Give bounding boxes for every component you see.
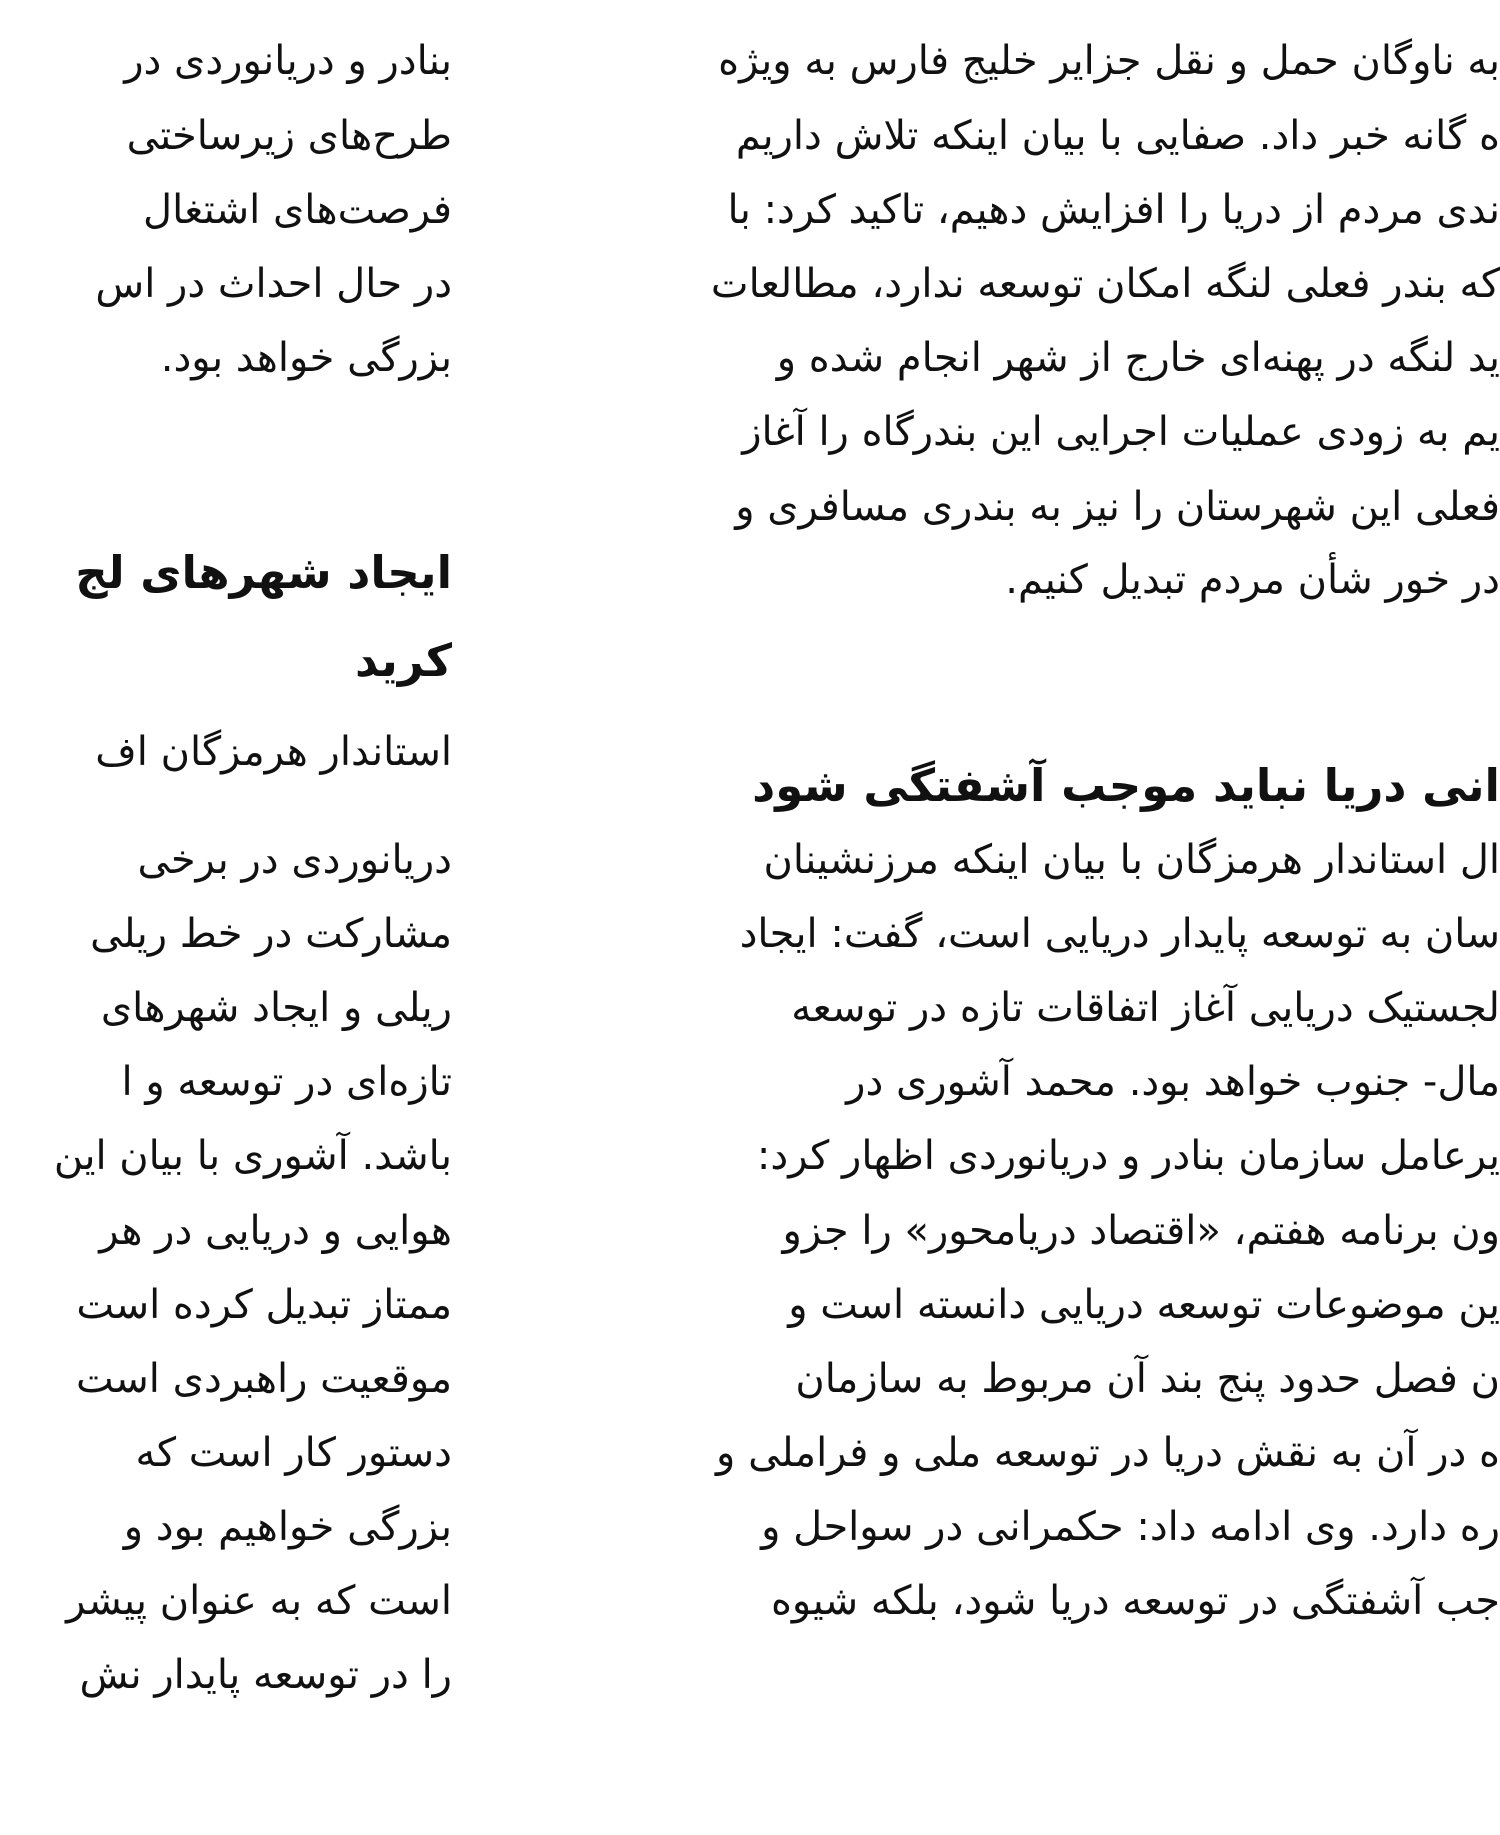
- left-line-8: استاندار هرمزگان اف: [95, 729, 452, 775]
- right-column: [548, 0, 1500, 1835]
- right-line-3: ندی مردم از دریا را افزایش دهیم، تاکید کرد: با: [727, 187, 1500, 233]
- right-line-19: ره دارد. وی ادامه داد: حکمرانی در سواحل و: [761, 1504, 1500, 1550]
- section-heading-logistics-2: کرید: [354, 634, 452, 687]
- left-column: [0, 0, 452, 1835]
- right-line-1: به ناوگان حمل و نقل جزایر خلیج فارس به ویژه: [718, 38, 1500, 84]
- left-line-3: فرصت‌های اشتغال: [143, 187, 452, 233]
- right-line-7: فعلی این شهرستان را نیز به بندری مسافری و: [735, 484, 1500, 530]
- right-line-20: جب آشفتگی در توسعه دریا شود، بلکه شیوه: [770, 1578, 1500, 1624]
- right-line-13: مال- جنوب خواهد بود. محمد آشوری در: [846, 1059, 1500, 1105]
- left-line-17: دستور کار است که: [135, 1430, 452, 1476]
- right-line-18: ه در آن به نقش دریا در توسعه ملی و فراملی و: [716, 1430, 1500, 1476]
- right-line-12: لجستیک دریایی آغاز اتفاقات تازه در توسعه: [791, 985, 1500, 1031]
- left-line-19: است که به عنوان پیشر: [66, 1578, 452, 1624]
- left-line-18: بزرگی خواهیم بود و: [123, 1504, 452, 1550]
- section-heading-logistics-1: ایجاد شهرهای لج: [75, 546, 452, 599]
- left-line-5: بزرگی خواهد بود.: [160, 335, 452, 381]
- right-line-5: ید لنگه در پهنه‌ای خارج از شهر انجام شده و: [776, 335, 1500, 381]
- left-line-13: باشد. آشوری با بیان این: [53, 1133, 452, 1179]
- left-line-9: دریانوردی در برخی: [137, 837, 452, 883]
- left-line-20: را در توسعه پایدار نش: [79, 1652, 452, 1698]
- right-line-8: در خور شأن مردم تبدیل کنیم.: [1005, 557, 1500, 603]
- left-line-11: ریلی و ایجاد شهرهای: [100, 985, 452, 1031]
- right-line-2: ه گانه خبر داد. صفایی با بیان اینکه تلاش داریم: [735, 113, 1500, 159]
- left-line-16: موقعیت راهبردی است: [76, 1356, 452, 1402]
- right-line-14: یرعامل سازمان بنادر و دریانوردی اظهار کرد:: [756, 1133, 1500, 1179]
- section-heading-governance: انی دریا نباید موجب آشفتگی شود: [752, 759, 1500, 812]
- right-line-6: یم به زودی عملیات اجرایی این بندرگاه را آغاز: [742, 409, 1500, 455]
- left-line-12: تازه‌ای در توسعه و ا: [121, 1059, 452, 1105]
- left-line-2: طرح‌های زیرساختی: [126, 113, 452, 159]
- right-line-11: سان به توسعه پایدار دریایی است، گفت: ایجاد: [739, 911, 1500, 957]
- right-line-15: ون برنامه هفتم، «اقتصاد دریامحور» را جزو: [782, 1208, 1500, 1254]
- left-line-4: در حال احداث در اس: [95, 261, 452, 307]
- left-line-15: ممتاز تبدیل کرده است: [76, 1282, 452, 1328]
- right-line-10: ال استاندار هرمزگان با بیان اینکه مرزنشینان: [763, 837, 1500, 883]
- left-line-10: مشارکت در خط ریلی: [90, 911, 452, 957]
- left-line-1: بنادر و دریانوردی در: [124, 38, 452, 84]
- right-line-16: ین موضوعات توسعه دریایی دانسته است و: [788, 1282, 1500, 1328]
- right-line-4: که بندر فعلی لنگه امکان توسعه ندارد، مطالعات: [710, 261, 1500, 307]
- left-line-14: هوایی و دریایی در هر: [99, 1208, 452, 1254]
- right-line-17: ن فصل حدود پنج بند آن مربوط به سازمان: [795, 1356, 1500, 1402]
